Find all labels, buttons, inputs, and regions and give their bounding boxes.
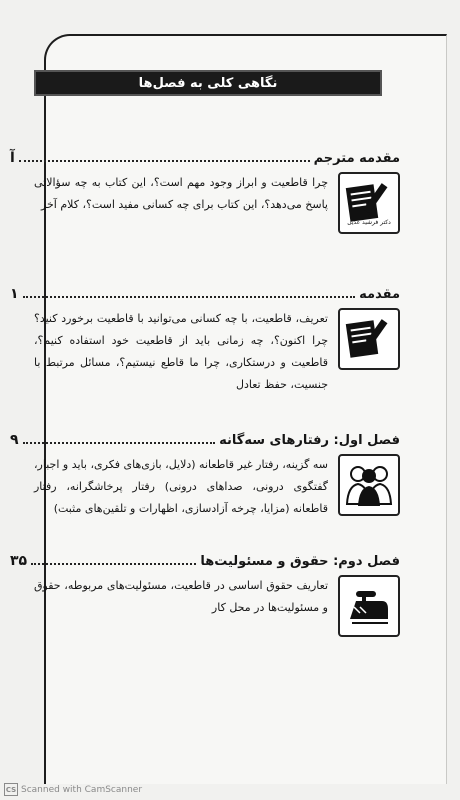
camscanner-logo-icon: CS	[4, 783, 18, 796]
toc-entry-body	[10, 172, 400, 234]
toc-page-number: ۳۵	[10, 553, 28, 569]
toc-entry-title-row	[10, 150, 400, 166]
document-pencil-icon	[338, 172, 400, 234]
toc-entry-description: تعاریف حقوق اساسی در قاطعیت، مسئولیت‌های مربوطه، حقوق و مسئولیت‌ها در محل کار	[34, 579, 328, 614]
toc-entry-title-row	[10, 286, 400, 302]
dot-leader	[31, 562, 196, 565]
three-people-icon	[338, 454, 400, 516]
toc-entry-translator-intro	[10, 150, 400, 234]
toc-entry-title-row	[10, 432, 400, 448]
chapters-overview-header	[34, 70, 382, 96]
toc-entry-chapter-1	[10, 432, 400, 520]
scanner-watermark-text: Scanned with CamScanner	[21, 784, 143, 795]
toc-page-number: ۹	[10, 432, 19, 448]
dot-leader	[23, 295, 356, 298]
toc-entry-introduction	[10, 286, 400, 396]
dot-leader	[19, 159, 310, 162]
toc-entry-body	[10, 575, 400, 637]
header-title: نگاهی کلی به فصل‌ها	[138, 75, 278, 91]
toc-entry-title: فصل اول: رفتارهای سه‌گانه	[219, 433, 400, 448]
toc-page-number: آ	[10, 150, 15, 166]
toc-entry-title: مقدمه	[359, 287, 400, 302]
scanner-watermark	[4, 783, 142, 796]
toc-entry-body	[10, 454, 400, 520]
document-pencil-icon	[338, 308, 400, 370]
toc-entry-title: فصل دوم: حقوق و مسئولیت‌ها	[200, 554, 400, 569]
dot-leader	[23, 441, 216, 444]
hand-iron-icon	[338, 575, 400, 637]
toc-page-number: ۱	[10, 286, 19, 302]
toc-entry-description: سه گزینه، رفتار غیر قاطعانه (دلایل، بازی‌های فکری، باید و اجبار، گفتگوی درونی، صداهای درونی) رفتار پرخاشگرانه، رفتار قاطعانه (مزایا، چرخه آزادسازی، اظهارات و تلقین‌های مثبت)	[34, 458, 328, 515]
toc-entry-chapter-2	[10, 553, 400, 637]
toc-entry-description: تعریف، قاطعیت، با چه کسانی می‌توانید با قاطعیت برخورد کنید؟ چرا اکنون؟، چه زمانی باید از قاطعیت خود استفاده کنیم؟، قاطعیت و درستکاری، چرا ما قاطع نیستیم؟، مسائل مرتبط با جنسیت، حفظ تعادل	[34, 312, 328, 391]
toc-entry-description: چرا قاطعیت و ابراز وجود مهم است؟، این کتاب به چه سؤالاتی پاسخ می‌دهد؟، این کتاب برای چه کسانی مفید است؟، کلام آخر	[34, 176, 328, 211]
toc-entry-title-row	[10, 553, 400, 569]
icon-caption: دکتر فرشید عدیل	[347, 219, 391, 226]
book-page	[44, 34, 447, 784]
toc-entry-title: مقدمه مترجم	[313, 151, 400, 166]
toc-entry-body	[10, 308, 400, 396]
